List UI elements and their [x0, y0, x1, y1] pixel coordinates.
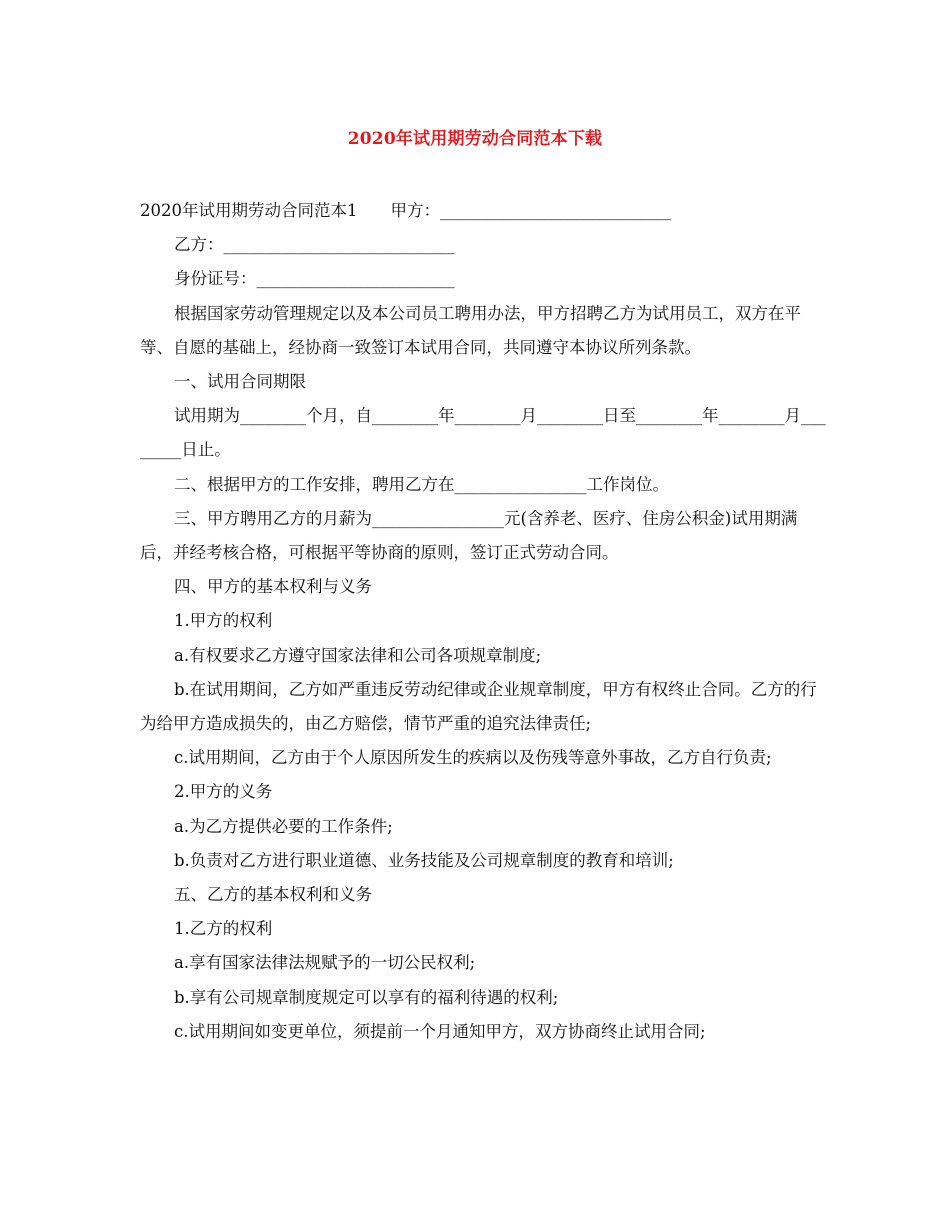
party-b-right-a: a.享有国家法律法规赋予的一切公民权利;: [174, 953, 476, 973]
party-b-right-b: b.享有公司规章制度规定可以享有的福利待遇的权利;: [174, 987, 559, 1007]
document-body: [140, 194, 830, 1049]
party-b-rights-heading: 1.乙方的权利: [174, 919, 273, 939]
party-b-right-c: c.试用期间如变更单位，须提前一个月通知甲方，双方协商终止试用合同;: [174, 1021, 706, 1041]
party-a-right-c: c.试用期间，乙方由于个人原因所发生的疾病以及伤残等意外事故，乙方自行负责;: [174, 748, 772, 768]
section-5-heading: 五、乙方的基本权利和义务: [174, 885, 372, 905]
section-2-paragraph: 二、根据甲方的工作安排，聘用乙方在________________工作岗位。: [174, 474, 669, 494]
party-a-duty-b: b.负责对乙方进行职业道德、业务技能及公司规章制度的教育和培训;: [174, 850, 674, 870]
preamble-paragraph: 根据国家劳动管理规定以及本公司员工聘用办法，甲方招聘乙方为试用员工，双方在平等、自愿的基础上，经协商一致签订本试用合同，共同遵守本协议所列条款。: [140, 303, 801, 357]
party-b-field: 乙方：____________________________: [174, 235, 455, 255]
document-title: 2020年试用期劳动合同范本下载: [347, 129, 603, 149]
contract-heading-party-a: 2020年试用期劳动合同范本1 甲方：____________________________: [140, 201, 671, 220]
section-3-paragraph: 三、甲方聘用乙方的月薪为________________元(含养老、医疗、住房公积金)试用期满后，并经考核合格，可根据平等协商的原则，签订正式劳动合同。: [140, 508, 798, 563]
id-number-field: 身份证号：________________________: [174, 269, 455, 289]
trial-period-paragraph: 试用期为________个月，自________年________月________日至________年________月________日止。: [140, 406, 826, 460]
party-a-right-a: a.有权要求乙方遵守国家法律和公司各项规章制度;: [174, 645, 542, 665]
party-a-duties-heading: 2.甲方的义务: [174, 782, 273, 802]
party-a-rights-heading: 1.甲方的权利: [174, 611, 273, 631]
party-a-duty-a: a.为乙方提供必要的工作条件;: [174, 816, 393, 836]
party-a-right-b: b.在试用期间，乙方如严重违反劳动纪律或企业规章制度，甲方有权终止合同。乙方的行为给甲方造成损失的，由乙方赔偿，情节严重的追究法律责任;: [140, 679, 817, 734]
section-1-heading: 一、试用合同期限: [174, 372, 306, 392]
section-4-heading: 四、甲方的基本权利与义务: [174, 577, 372, 597]
